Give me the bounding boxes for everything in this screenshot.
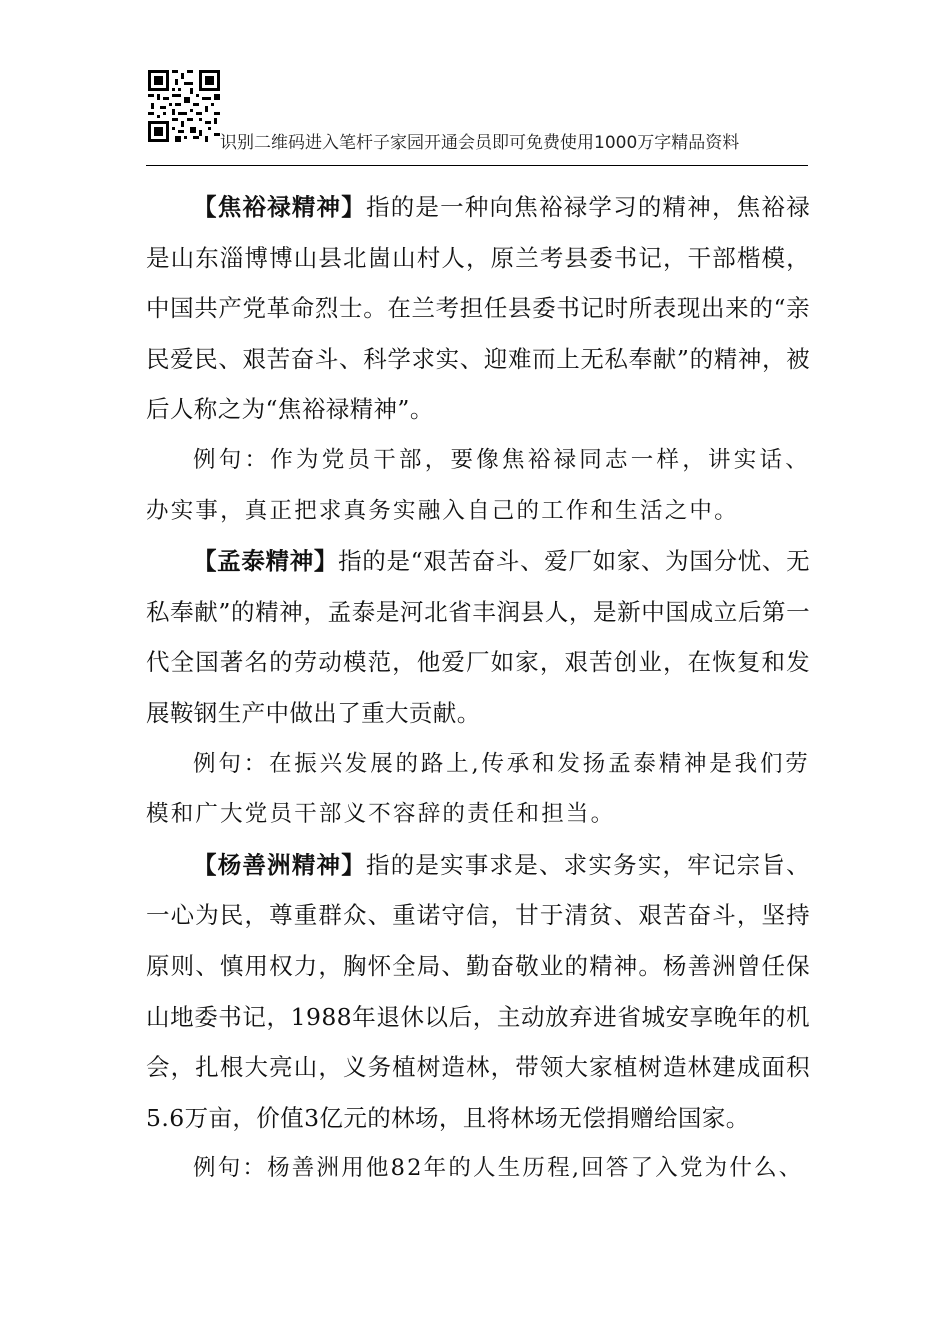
header-divider [146,165,808,166]
header-banner-text: 识别二维码进入笔杆子家园开通会员即可免费使用1000万字精品资料 [220,133,740,153]
term-definition: 指的是一种向焦裕禄学习的精神，焦裕禄是山东淄博博山县北崮山村人，原兰考县委书记，干部楷模，中国共产党革命烈士。在兰考担任县委书记时所表现出来的“亲民爱民、艰苦奋斗、科学求实、迎难而上无私奉献”的精神，被后人称之为“焦裕禄精神”。 [146,193,810,424]
term-definition: 指的是实事求是、求实务实，牢记宗旨、一心为民，尊重群众、重诺守信，甘于清贫、艰苦奋斗，坚持原则、慎用权力，胸怀全局、勤奋敬业的精神。杨善洲曾任保山地委书记，1988年退休以后，主动放弃进省城安享晚年的机会，扎根大亮山，义务植树造林，带领大家植树造林建成面积5.6万亩，价值3亿元的林场，且将林场无偿捐赠给国家。 [146,850,810,1132]
example-sentence: 例句：作为党员干部，要像焦裕禄同志一样，讲实话、办实事，真正把求真务实融入自己的工作和生活之中。 [146,446,810,524]
term-heading: 【杨善洲精神】 [193,850,366,879]
term-heading: 【孟泰精神】 [193,547,339,576]
paragraph-meng-tai [146,536,810,738]
paragraph-jiao-yulu [146,182,810,435]
qr-code [148,70,220,142]
term-definition: 指的是“艰苦奋斗、爱厂如家、为国分忧、无私奉献”的精神，孟泰是河北省丰润县人，是新中国成立后第一代全国著名的劳动模范，他爱厂如家，艰苦创业，在恢复和发展鞍钢生产中做出了重大贡献。 [146,547,811,727]
example-sentence: 例句：杨善洲用他82年的人生历程,回答了入党为什么、 [193,1155,804,1182]
paragraph-yang-shanzhou [146,840,810,1144]
term-heading: 【焦裕禄精神】 [193,193,366,221]
document-body [146,182,810,1194]
example-sentence: 例句：在振兴发展的路上,传承和发扬孟泰精神是我们劳模和广大党员干部义不容辞的责任和担当。 [146,750,810,828]
